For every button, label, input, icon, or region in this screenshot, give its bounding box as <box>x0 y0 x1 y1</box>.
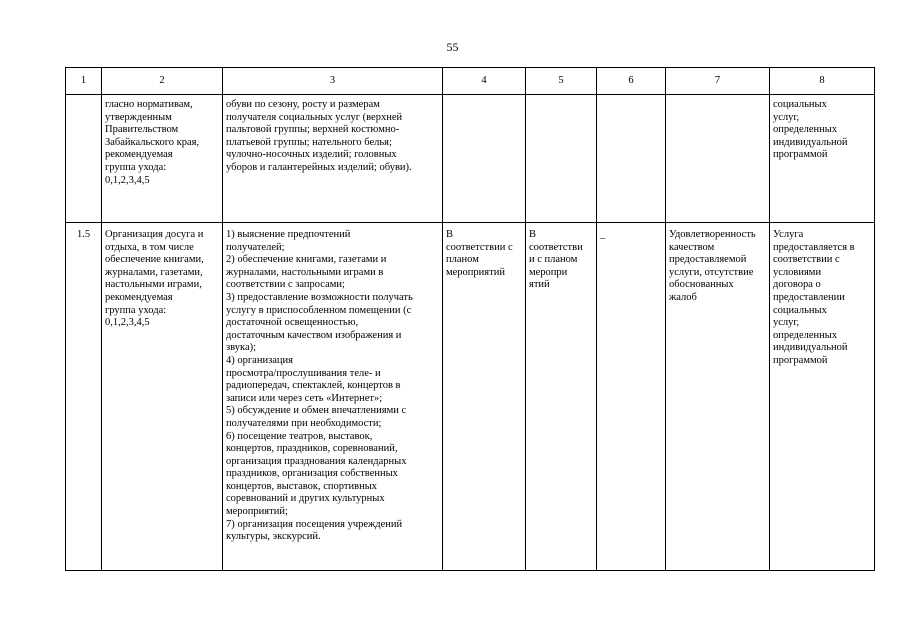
service-frequency: В соответстви и с планом меропри ятий <box>526 223 597 571</box>
service-description: 1) выяснение предпочтений получателей; 2) обеспечение книгами, газетами и журналами, настольными играми в соответствии с запросами; 3) предоставление возможности получать услугу в приспособленном помещении (с достаточной освещенностью, достаточным качеством изображения и звука); 4) организация просмотра/прослушивания теле- и радиопередач, спектаклей, концертов в записи или через сеть «Интернет»; 5) обсуждение и обмен впечатлениями с получателями при необходимости; 6) посещение театров, выставок, концертов, праздников, соревнований, организация празднования календарных праздников, организация собственных концертов, выставок, спортивных соревнований и других культурных мероприятий; 7) организация посещения учреждений культуры, экскурсий. <box>223 223 443 571</box>
service-conditions: социальных услуг, определенных индивидуальной программой <box>770 95 875 223</box>
header-cell: 6 <box>597 68 666 95</box>
table-row <box>66 223 875 571</box>
service-volume <box>443 95 526 223</box>
header-cell: 4 <box>443 68 526 95</box>
service-cost <box>597 95 666 223</box>
item-number <box>66 95 102 223</box>
service-frequency <box>526 95 597 223</box>
page-number: 55 <box>446 40 459 54</box>
service-name: Организация досуга и отдыха, в том числе обеспечение книгами, журналами, газетами, настольными играми, рекомендуемая группа ухода: 0,1,2,3,4,5 <box>102 223 223 571</box>
services-table <box>65 67 875 571</box>
header-cell: 7 <box>666 68 770 95</box>
header-cell: 2 <box>102 68 223 95</box>
service-cost: _ <box>597 223 666 571</box>
quality-indicators: Удовлетворенность качеством предоставляемой услуги, отсутствие обоснованных жалоб <box>666 223 770 571</box>
header-cell: 5 <box>526 68 597 95</box>
header-cell: 3 <box>223 68 443 95</box>
header-cell: 1 <box>66 68 102 95</box>
service-volume: В соответствии с планом мероприятий <box>443 223 526 571</box>
header-cell: 8 <box>770 68 875 95</box>
table-row <box>66 95 875 223</box>
item-number: 1.5 <box>66 223 102 571</box>
service-name: гласно нормативам, утвержденным Правительством Забайкальского края, рекомендуемая группа ухода: 0,1,2,3,4,5 <box>102 95 223 223</box>
service-conditions: Услуга предоставляется в соответствии с условиями договора о предоставлении социальных услуг, определенных индивидуальной программой <box>770 223 875 571</box>
service-description: обуви по сезону, росту и размерам получателя социальных услуг (верхней пальтовой группы; верхней костюмно- платьевой группы; нательного белья; чулочно-носочных изделий; головных уборов и галантерейных изделий; обуви). <box>223 95 443 223</box>
quality-indicators <box>666 95 770 223</box>
header-row <box>66 68 875 95</box>
